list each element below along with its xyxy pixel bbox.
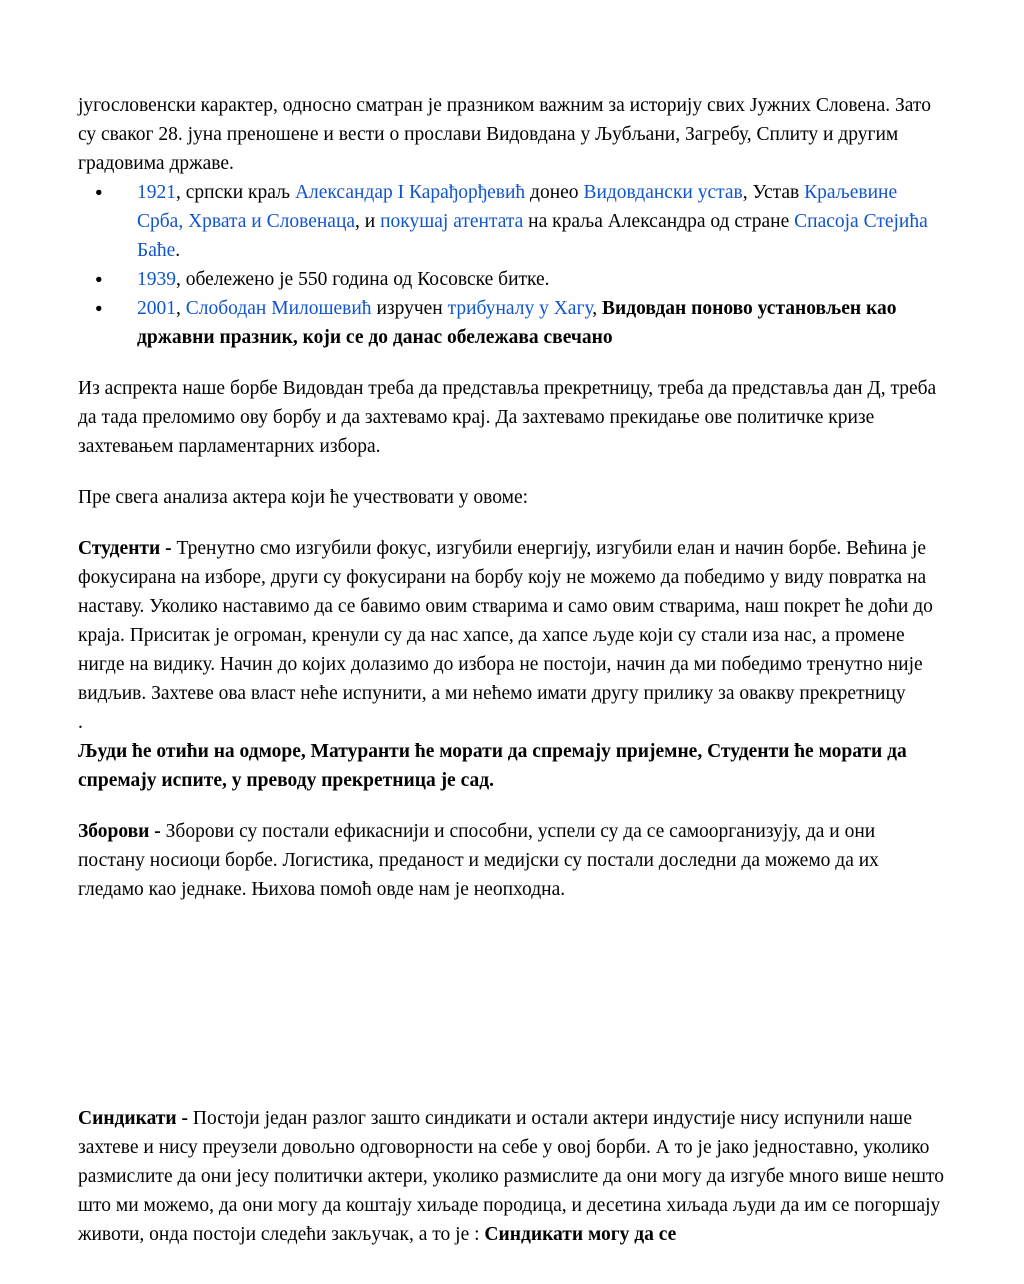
hyperlink[interactable]: трибуналу у Хагу: [447, 298, 593, 319]
bold-text-run: Студенти -: [78, 538, 172, 559]
list-item-text: [137, 178, 945, 265]
bullet-icon: ●: [95, 185, 103, 199]
blank-space: [78, 461, 945, 483]
list-item: [78, 178, 945, 265]
text-run: , Устав: [742, 182, 805, 203]
hyperlink[interactable]: Краљевине Срба, Хрвата и Словенаца: [137, 182, 902, 232]
text-run: изручен: [371, 298, 448, 319]
text-run: ,: [592, 298, 602, 319]
text-run: ,: [176, 298, 186, 319]
paragraph: [78, 374, 945, 461]
paragraph: [78, 708, 945, 737]
paragraph: [78, 483, 945, 512]
paragraph: [78, 91, 945, 178]
text-run: , обележено је 550 година од Косовске битке.: [176, 269, 550, 290]
text-run: Зборови су постали ефикаснији и способни, успели су да се самоорганизују, да и они постану носиоци борбе. Логистика, преданост и медијски су постали доследни да можемо да их гледамо као једнаке. Њихова помоћ овде нам је неопходна.: [78, 821, 884, 900]
text-run: .: [175, 240, 181, 261]
bold-text-run: Зборови -: [78, 821, 161, 842]
paragraph: [78, 817, 945, 904]
text-run: .: [78, 712, 83, 733]
text-run: , и: [355, 211, 381, 232]
list-item: [78, 294, 945, 352]
paragraph: [78, 737, 945, 795]
hyperlink[interactable]: Слободан Милошевић: [185, 298, 372, 319]
hyperlink[interactable]: 2001: [137, 298, 176, 319]
text-run: Пре свега анализа актера који ће учествовати у овоме:: [78, 487, 529, 508]
paragraph: [78, 534, 945, 708]
hyperlink[interactable]: покушај атентата: [380, 211, 524, 232]
blank-space: [78, 512, 945, 534]
bold-text-run: Видовдан поново установљен као државни празник, који се до данас обележава свечано: [137, 298, 902, 348]
blank-space: [78, 352, 945, 374]
text-run: Из аспректа наше борбе Видовдан треба да представља прекретницу, треба да представља дан Д, треба да тада преломимо ову борбу и да захтевамо крај. Да захтевамо прекидање ове политичке кризе захтевањем парламентарних избора.: [78, 378, 942, 457]
paragraph: [78, 1104, 949, 1249]
bold-text-run: Људи ће отићи на одморе, Матуранти ће морати да спремају пријемне, Студенти ће морати да спремају испите, у преводу прекретница је сад.: [78, 741, 912, 791]
blank-space: [78, 795, 945, 817]
list-item-text: [137, 294, 945, 352]
text-run: на краља Александра од стране: [523, 211, 795, 232]
text-run: Тренутно смо изгубили фокус, изгубили енергију, изгубили елан и начин борбе. Већина је фокусирана на изборе, други су фокусирани на борбу коју не можемо да победимо у виду повратка на наставу. Уколико наставимо да се бавимо овим стварима и само овим стварима, наш покрет ће доћи до краја. Приситак је огроман, кренули су да нас хапсе, да хапсе људе који су стали иза нас, а промене нигде на видику. Начин до којих долазимо до избора не постоји, начин да ми победимо тренутно није видљив. Захтеве ова власт неће испунити, а ми нећемо имати другу прилику за овакву прекретницу: [78, 538, 938, 704]
text-run: југословенски карактер, односно сматран је празником важним за историју свих Јужних Словена. Зато су сваког 28. јуна преношене и вести о прослави Видовдана у Љубљани, Загребу, Сплиту и другим градовима државе.: [78, 95, 936, 174]
bold-text-run: Синдикати -: [78, 1108, 189, 1129]
list-item: [78, 265, 945, 294]
text-run: Постоји један разлог зашто синдикати и остали актери индустије нису испунили наше захтеве и нису преузели довољно одговорности на себе у овој борби. А то је јако једноставно, уколико размислите да они јесу политички актери, уколико размислите да они могу да изгубе много више нешто што ми можемо, да они могу да коштају хиљаде породица, и десетина хиљада људи да им се погоршају животи, онда постоји следећи закључак, а то је :: [78, 1108, 949, 1245]
list-item-text: [137, 265, 945, 294]
bold-text-run: Синдикати могу да се: [484, 1224, 677, 1245]
hyperlink[interactable]: 1921: [137, 182, 176, 203]
text-run: донео: [525, 182, 584, 203]
hyperlink[interactable]: 1939: [137, 269, 176, 290]
bullet-icon: ●: [95, 272, 103, 286]
blank-space: [78, 904, 945, 1104]
document-body: [78, 91, 949, 1249]
hyperlink[interactable]: Спасоја Стејића Баће: [137, 211, 933, 261]
hyperlink[interactable]: Видовдански устав: [583, 182, 743, 203]
hyperlink[interactable]: Александар I Карађорђевић: [294, 182, 526, 203]
bullet-icon: ●: [95, 301, 103, 315]
text-run: , српски краљ: [176, 182, 295, 203]
